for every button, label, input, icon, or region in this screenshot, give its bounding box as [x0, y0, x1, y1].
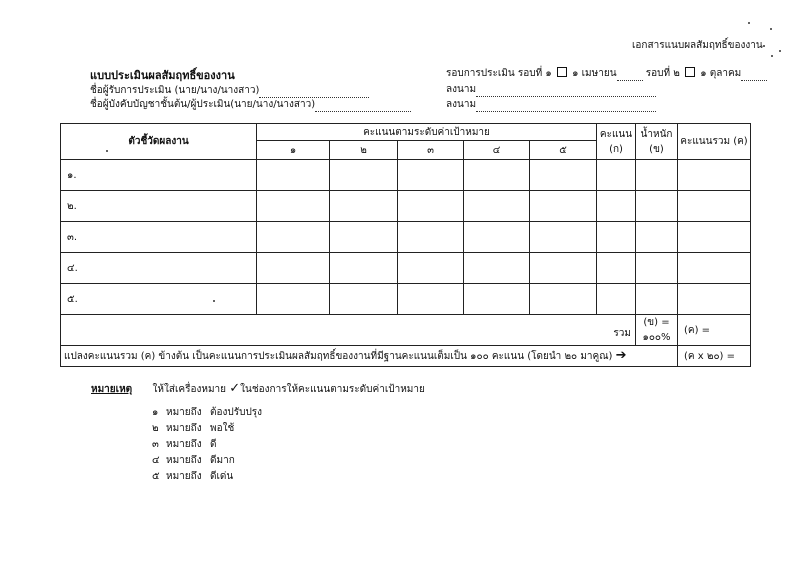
table-row — [61, 160, 751, 191]
score-header — [597, 124, 636, 160]
weight-total-label: (ข) = — [643, 317, 670, 328]
row-label: ๓. — [61, 222, 257, 253]
notes-instruction-pre: ให้ใส่เครื่องหมาย — [152, 384, 227, 395]
weight-cell[interactable] — [636, 253, 678, 284]
signature-label-1: ลงนาม — [446, 84, 477, 95]
table-row — [61, 253, 751, 284]
score-cell[interactable] — [597, 191, 636, 222]
total-cell[interactable] — [678, 222, 751, 253]
legend-means: หมายถึง — [166, 423, 202, 434]
arrow-right-icon: ➔ — [615, 348, 627, 363]
document-reference: เอกสารแนบผลสัมฤทธิ์ของงาน — [632, 40, 763, 51]
row-label: ๑. — [61, 160, 257, 191]
round-label: รอบการประเมิน รอบที่ ๑ — [446, 68, 552, 79]
level-cell[interactable] — [257, 222, 330, 253]
level-cell[interactable] — [464, 160, 530, 191]
legend-means: หมายถึง — [166, 455, 202, 466]
form-title: แบบประเมินผลสัมฤทธิ์ของงาน — [90, 69, 235, 82]
list-item — [152, 405, 262, 420]
score-cell[interactable] — [597, 284, 636, 315]
level-3-header: ๓ — [398, 141, 464, 160]
scan-speck — [106, 150, 108, 152]
scan-speck — [770, 28, 772, 30]
evaluatee-label: ชื่อผู้รับการประเมิน (นาย/นาง/นางสาว) — [90, 85, 260, 96]
supervisor-field[interactable] — [90, 97, 411, 112]
sum-label: รวม — [61, 315, 636, 346]
list-item — [152, 469, 233, 484]
legend-num: ๒ — [152, 423, 159, 434]
list-item — [152, 437, 217, 452]
level-cell[interactable] — [530, 222, 597, 253]
notes-section — [91, 381, 425, 397]
score-header-symbol: (ก) — [609, 143, 623, 155]
level-cell[interactable] — [464, 253, 530, 284]
legend-desc: ดี — [210, 439, 217, 450]
level-cell[interactable] — [398, 222, 464, 253]
score-levels-header: คะแนนตามระดับค่าเป้าหมาย — [257, 124, 597, 141]
table-row — [61, 222, 751, 253]
scan-speck — [763, 45, 765, 47]
score-cell[interactable] — [597, 253, 636, 284]
c-total[interactable]: (ค) = — [678, 315, 751, 346]
evaluation-table — [60, 123, 751, 367]
notes-instruction-post: ในช่องการให้คะแนนตามระดับค่าเป้าหมาย — [240, 384, 425, 395]
level-cell[interactable] — [330, 191, 398, 222]
weight-cell[interactable] — [636, 191, 678, 222]
evaluation-round — [446, 66, 767, 81]
score-header-label: คะแนน — [599, 128, 633, 140]
level-cell[interactable] — [398, 191, 464, 222]
row-label: ๔. — [61, 253, 257, 284]
list-item — [152, 421, 234, 436]
signature-field-1[interactable] — [446, 82, 656, 97]
weight-total — [636, 315, 678, 346]
table-row — [61, 191, 751, 222]
weight-header-symbol: (ข) — [649, 143, 664, 155]
legend-means: หมายถึง — [166, 471, 202, 482]
level-cell[interactable] — [530, 191, 597, 222]
legend-num: ๓ — [152, 439, 159, 450]
sum-row — [61, 315, 751, 346]
total-cell[interactable] — [678, 191, 751, 222]
weight-cell[interactable] — [636, 160, 678, 191]
level-cell[interactable] — [530, 160, 597, 191]
score-cell[interactable] — [597, 160, 636, 191]
level-1-header: ๑ — [257, 141, 330, 160]
round2-checkbox[interactable] — [685, 67, 695, 77]
level-cell[interactable] — [464, 191, 530, 222]
score-cell[interactable] — [597, 222, 636, 253]
level-5-header: ๕ — [530, 141, 597, 160]
convert-row — [61, 346, 751, 367]
scan-speck — [748, 22, 750, 24]
scan-speck — [779, 50, 781, 52]
level-cell[interactable] — [398, 284, 464, 315]
level-cell[interactable] — [398, 253, 464, 284]
convert-formula[interactable]: (ค x ๒๐) = — [678, 346, 751, 367]
legend-means: หมายถึง — [166, 407, 202, 418]
table-row — [61, 284, 751, 315]
level-cell[interactable] — [464, 222, 530, 253]
level-cell[interactable] — [257, 160, 330, 191]
weight-total-value: ๑๐๐% — [642, 332, 671, 343]
level-cell[interactable] — [330, 284, 398, 315]
convert-row-label — [61, 346, 678, 367]
level-cell[interactable] — [530, 253, 597, 284]
supervisor-label: ชื่อผู้บังคับบัญชาชั้นต้น/ผู้ประเมิน(นาย/นาง/นางสาว) — [90, 99, 316, 110]
level-2-header: ๒ — [330, 141, 398, 160]
check-mark-icon: ✓ — [229, 381, 241, 396]
legend-means: หมายถึง — [166, 439, 202, 450]
signature-field-2[interactable] — [446, 97, 656, 112]
signature-label-2: ลงนาม — [446, 99, 477, 110]
legend-desc: ต้องปรับปรุง — [210, 407, 263, 418]
level-cell[interactable] — [330, 222, 398, 253]
legend-num: ๕ — [152, 471, 160, 482]
weight-cell[interactable] — [636, 284, 678, 315]
total-header: คะแนนรวม (ค) — [678, 124, 751, 160]
level-cell[interactable] — [330, 160, 398, 191]
round1-checkbox[interactable] — [557, 67, 567, 77]
level-cell[interactable] — [398, 160, 464, 191]
level-cell[interactable] — [530, 284, 597, 315]
legend-desc: ดีมาก — [210, 455, 235, 466]
weight-header-label: น้ำหนัก — [640, 128, 673, 140]
level-cell[interactable] — [257, 191, 330, 222]
legend-num: ๑ — [152, 407, 159, 418]
weight-header — [636, 124, 678, 160]
convert-text: แปลงคะแนนรวม (ค) ข้างต้น เป็นคะแนนการประเมินผลสัมฤทธิ์ของงานที่มีฐานคะแนนเต็มเป็น ๑๐๐ คะแนน (โดยนำ ๒๐ มาคูณ) — [64, 351, 613, 362]
evaluatee-field[interactable] — [90, 83, 369, 98]
legend-desc: ดีเด่น — [210, 471, 234, 482]
legend-desc: พอใช้ — [210, 423, 235, 434]
notes-title: หมายเหตุ — [91, 384, 133, 395]
total-cell[interactable] — [678, 160, 751, 191]
row-label: ๒. — [61, 191, 257, 222]
round2-label: รอบที่ ๒ — [645, 68, 680, 79]
level-cell[interactable] — [257, 284, 330, 315]
level-cell[interactable] — [464, 284, 530, 315]
indicator-header: ตัวชี้วัดผลงาน — [61, 124, 257, 160]
scan-speck — [771, 55, 773, 57]
round2-date: ๑ ตุลาคม — [700, 68, 742, 79]
level-4-header: ๔ — [464, 141, 530, 160]
row-label: ๕. — [61, 284, 257, 315]
round1-date: ๑ เมษายน — [572, 68, 617, 79]
level-cell[interactable] — [257, 253, 330, 284]
weight-cell[interactable] — [636, 222, 678, 253]
total-cell[interactable] — [678, 284, 751, 315]
scan-speck — [213, 300, 215, 302]
total-cell[interactable] — [678, 253, 751, 284]
legend-num: ๔ — [152, 455, 160, 466]
level-cell[interactable] — [330, 253, 398, 284]
list-item — [152, 453, 235, 468]
